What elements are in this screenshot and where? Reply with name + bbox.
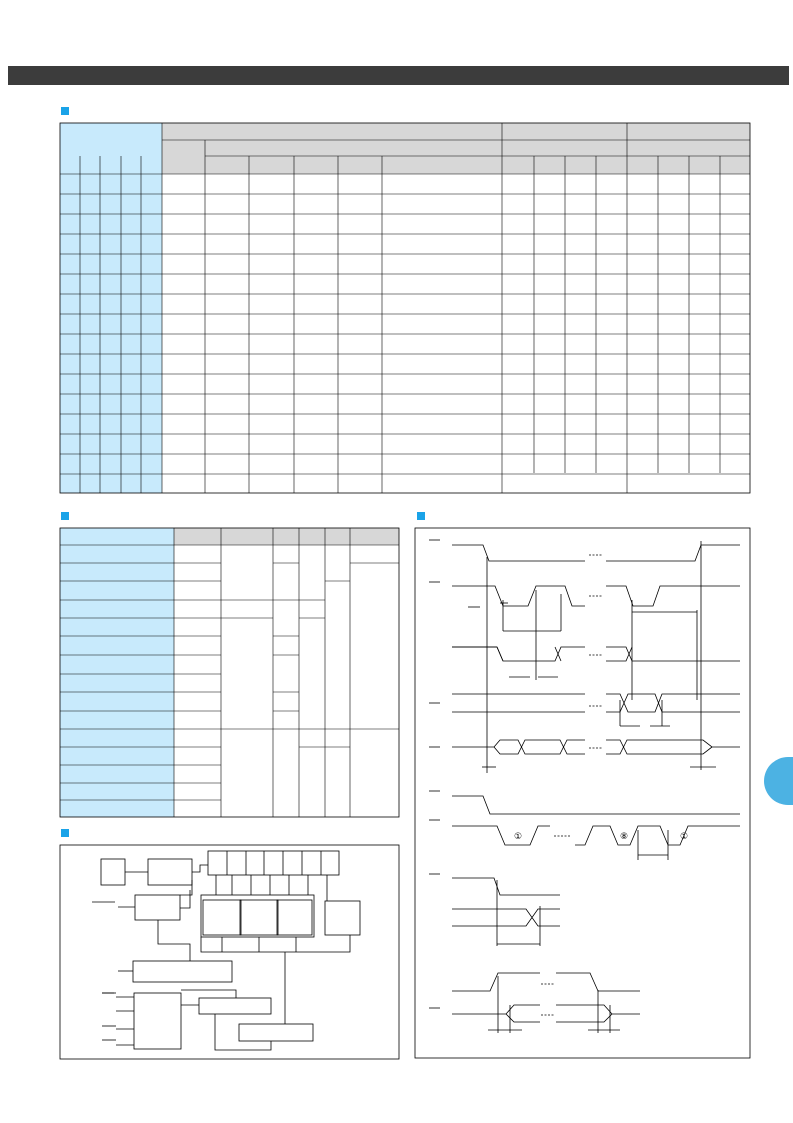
cycle-label-first: ① (513, 832, 523, 842)
cycle-label-next: ① (679, 832, 689, 842)
cycle-label-eighth: ⑧ (619, 832, 629, 842)
